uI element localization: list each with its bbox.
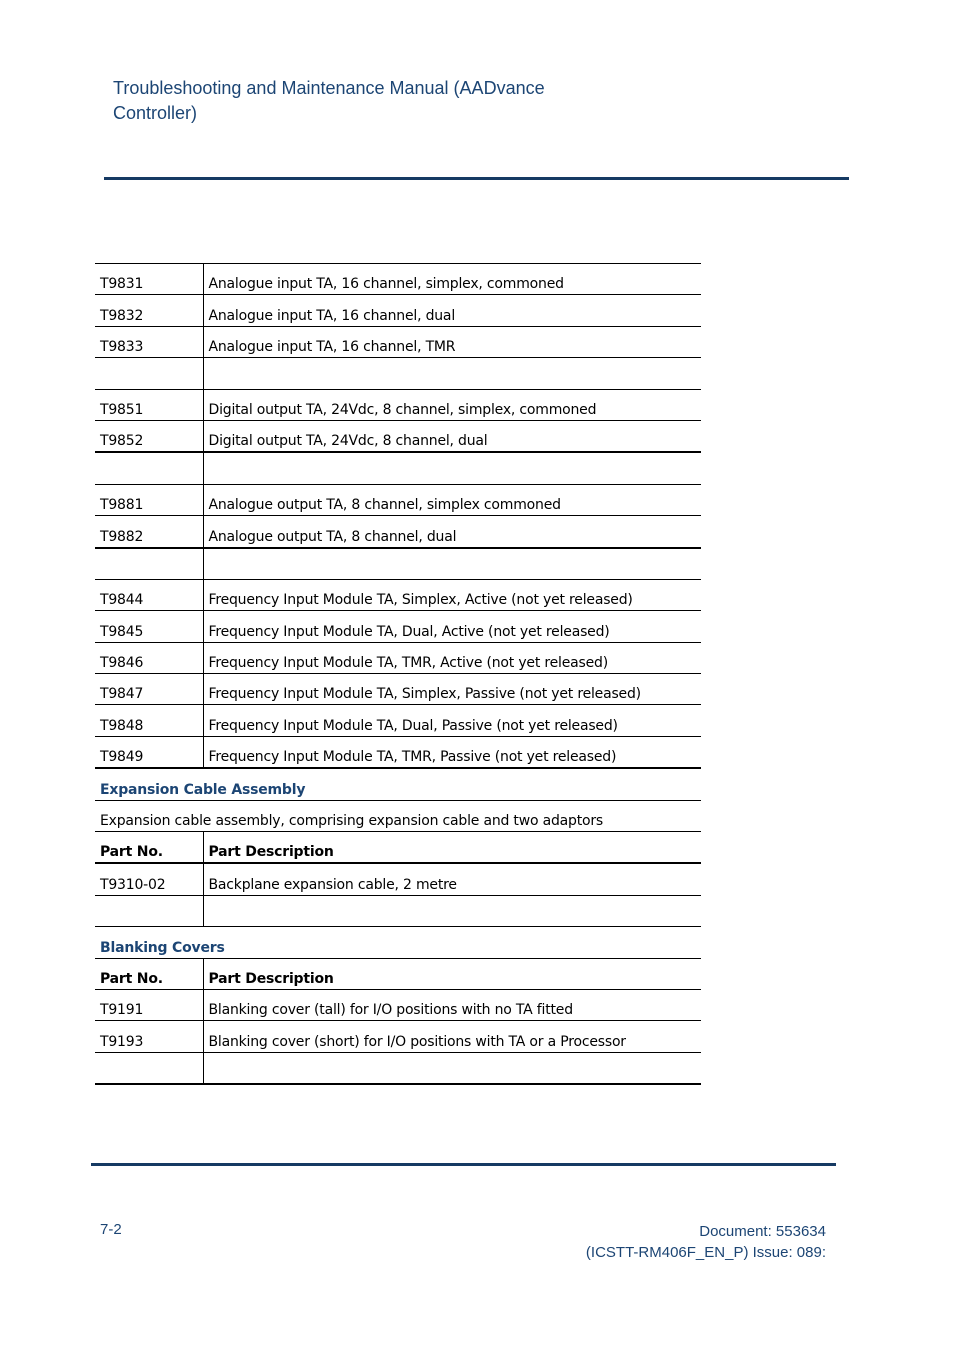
part-number-cell: T9845	[95, 611, 203, 642]
page-header-title: Troubleshooting and Maintenance Manual (AADvance Controller)	[113, 78, 545, 123]
blanking-section-title: Blanking Covers	[95, 927, 701, 958]
column-header-part-no: Part No.	[95, 832, 203, 864]
table-row	[95, 516, 701, 548]
part-number-cell	[95, 358, 203, 389]
part-number-cell	[95, 895, 203, 926]
section-note-row	[95, 800, 701, 831]
table-row-empty	[95, 358, 701, 389]
part-number-cell: T9846	[95, 642, 203, 673]
footer-rule	[91, 1163, 836, 1166]
part-description-cell: Frequency Input Module TA, Dual, Passive (not yet released)	[203, 705, 701, 736]
table-row	[95, 611, 701, 642]
parts-table	[95, 263, 701, 1085]
part-description-cell: Blanking cover (tall) for I/O positions with no TA fitted	[203, 989, 701, 1020]
part-number-cell: T9849	[95, 736, 203, 768]
part-number-cell: T9833	[95, 326, 203, 357]
table-row	[95, 579, 701, 610]
part-description-cell: Analogue input TA, 16 channel, dual	[203, 295, 701, 326]
part-description-cell: Analogue output TA, 8 channel, dual	[203, 516, 701, 548]
section-heading-row	[95, 927, 701, 958]
part-number-cell	[95, 1052, 203, 1084]
table-row-empty	[95, 548, 701, 580]
part-number-cell: T9881	[95, 484, 203, 515]
table-row	[95, 420, 701, 452]
part-number-cell: T9831	[95, 264, 203, 295]
part-description-cell: Blanking cover (short) for I/O positions with TA or a Processor	[203, 1021, 701, 1052]
part-number-cell: T9832	[95, 295, 203, 326]
part-description-cell	[203, 895, 701, 926]
part-description-cell	[203, 358, 701, 389]
part-description-cell: Frequency Input Module TA, TMR, Active (not yet released)	[203, 642, 701, 673]
table-row	[95, 705, 701, 736]
part-description-cell: Frequency Input Module TA, Simplex, Active (not yet released)	[203, 579, 701, 610]
table-row	[95, 389, 701, 420]
expansion-section-note: Expansion cable assembly, comprising expansion cable and two adaptors	[95, 800, 701, 831]
table-row	[95, 674, 701, 705]
part-number-cell: T9852	[95, 420, 203, 452]
expansion-section-title: Expansion Cable Assembly	[95, 768, 701, 800]
part-description-cell: Digital output TA, 24Vdc, 8 channel, dual	[203, 420, 701, 452]
column-header-part-no: Part No.	[95, 958, 203, 989]
table-row-empty	[95, 452, 701, 484]
document-number: Document: 553634	[699, 1223, 826, 1240]
part-number-cell: T9847	[95, 674, 203, 705]
part-description-cell	[203, 1052, 701, 1084]
part-description-cell: Analogue input TA, 16 channel, simplex, commoned	[203, 264, 701, 295]
part-description-cell: Analogue output TA, 8 channel, simplex commoned	[203, 484, 701, 515]
table-row	[95, 863, 701, 895]
part-number-cell: T9882	[95, 516, 203, 548]
part-description-cell: Frequency Input Module TA, Simplex, Passive (not yet released)	[203, 674, 701, 705]
part-description-cell	[203, 548, 701, 580]
document-reference	[586, 1221, 826, 1263]
part-number-cell: T9193	[95, 1021, 203, 1052]
part-number-cell: T9310-02	[95, 863, 203, 895]
table-row-empty	[95, 1052, 701, 1084]
table-header-row	[95, 958, 701, 989]
table-row	[95, 642, 701, 673]
table-row	[95, 484, 701, 515]
header-rule	[104, 177, 849, 180]
table-row	[95, 326, 701, 357]
part-description-cell: Backplane expansion cable, 2 metre	[203, 863, 701, 895]
table-header-row	[95, 832, 701, 864]
part-number-cell: T9851	[95, 389, 203, 420]
part-number-cell	[95, 548, 203, 580]
column-header-part-description: Part Description	[203, 832, 701, 864]
page-number: 7-2	[100, 1221, 122, 1238]
part-number-cell: T9848	[95, 705, 203, 736]
part-description-cell: Frequency Input Module TA, Dual, Active (not yet released)	[203, 611, 701, 642]
column-header-part-description: Part Description	[203, 958, 701, 989]
part-number-cell	[95, 452, 203, 484]
table-row	[95, 736, 701, 768]
table-row	[95, 295, 701, 326]
part-description-cell	[203, 452, 701, 484]
document-issue: (ICSTT-RM406F_EN_P) Issue: 089:	[585, 1244, 826, 1261]
table-row	[95, 1021, 701, 1052]
table-row	[95, 264, 701, 295]
part-description-cell: Frequency Input Module TA, TMR, Passive (not yet released)	[203, 736, 701, 768]
part-description-cell: Analogue input TA, 16 channel, TMR	[203, 326, 701, 357]
part-description-cell: Digital output TA, 24Vdc, 8 channel, simplex, commoned	[203, 389, 701, 420]
table-row	[95, 989, 701, 1020]
table-row-empty	[95, 895, 701, 926]
part-number-cell: T9191	[95, 989, 203, 1020]
section-heading-row	[95, 768, 701, 800]
part-number-cell: T9844	[95, 579, 203, 610]
